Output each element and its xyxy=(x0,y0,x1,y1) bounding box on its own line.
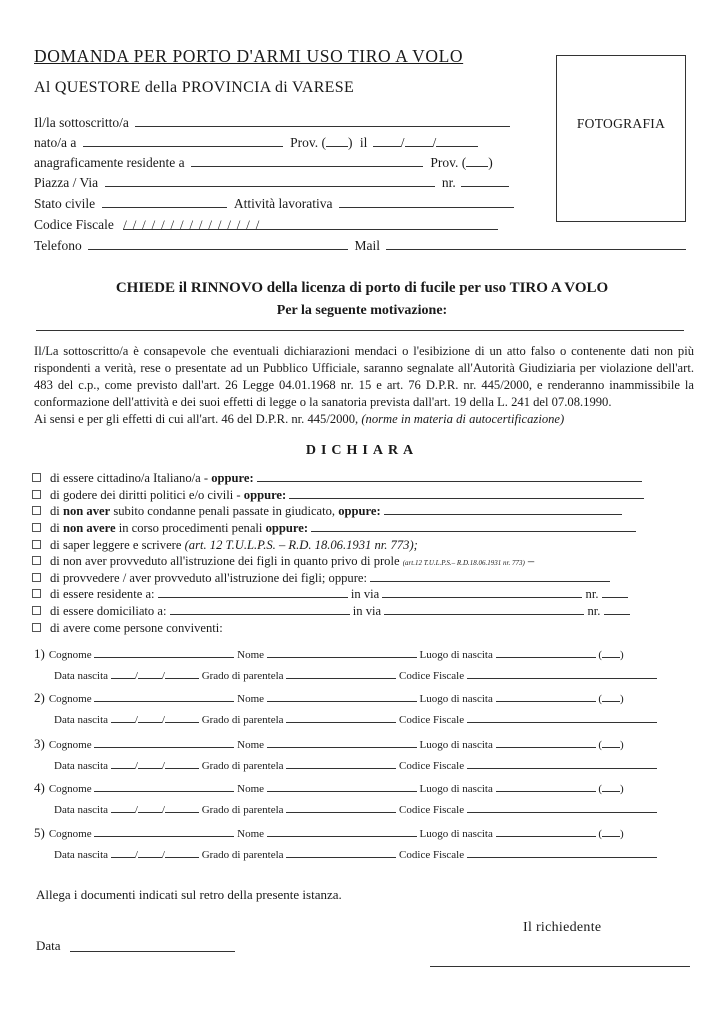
label-nato: nato/a a xyxy=(34,135,77,150)
field-grado[interactable] xyxy=(286,846,396,858)
decl-text: di saper leggere e scrivere xyxy=(50,538,185,552)
paren-close: ) xyxy=(620,649,624,661)
decl-figli-si xyxy=(32,570,610,586)
field-prov-nascita[interactable] xyxy=(326,134,348,147)
field-giorno[interactable] xyxy=(373,134,401,147)
dichiara-heading: DICHIARA xyxy=(305,443,419,458)
label-in-via: in via xyxy=(350,587,380,601)
paren-open: ( xyxy=(598,649,603,661)
legal-text-2b: (norme in materia di autocertificazione) xyxy=(361,412,565,426)
field-cf[interactable] xyxy=(467,667,657,679)
paren-close: ) xyxy=(488,155,493,170)
paren-close: ) xyxy=(347,135,353,150)
field-anno[interactable] xyxy=(165,757,199,769)
field-via[interactable] xyxy=(105,174,435,187)
legal-text-2a: Ai sensi e per gli effetti di cui all'art. 46 del D.P.R. nr. 445/2000, xyxy=(34,412,362,426)
label-luogo: Luogo di nascita xyxy=(419,649,493,661)
label-nome: Nome xyxy=(237,828,265,840)
decl-ref: (art. 12 T.U.L.P.S. – R.D. 18.06.1931 nr. 773); xyxy=(184,538,418,552)
field-mese[interactable] xyxy=(138,846,162,858)
person-row-1-a xyxy=(34,646,624,662)
motivation-heading: Per la seguente motivazione: xyxy=(276,303,448,318)
field-prov[interactable] xyxy=(602,780,620,792)
field-nome[interactable] xyxy=(267,736,417,748)
row-residente xyxy=(34,154,493,172)
field-data[interactable] xyxy=(70,951,235,952)
label-nr: nr. xyxy=(585,587,599,601)
slash: / xyxy=(161,804,165,816)
paren-open: ( xyxy=(598,783,603,795)
field-luogo[interactable] xyxy=(496,736,596,748)
checkbox[interactable] xyxy=(32,606,41,615)
field-cf[interactable] xyxy=(467,711,657,723)
paren-close: ) xyxy=(620,783,624,795)
field-nome[interactable] xyxy=(267,825,417,837)
label-grado: Grado di parentela xyxy=(201,804,284,816)
label-nr: nr. xyxy=(587,604,601,618)
label-data-nascita: Data nascita xyxy=(54,849,109,861)
person-number: 3) xyxy=(34,736,45,751)
decl-figli-no xyxy=(32,553,534,569)
row-sottoscritto xyxy=(34,114,510,132)
decl-oppure: oppure: xyxy=(243,488,287,502)
person-row-2-a xyxy=(34,690,624,706)
decl-domiciliato xyxy=(32,603,630,619)
form-title: DOMANDA PER PORTO D'ARMI USO TIRO A VOLO xyxy=(34,46,464,66)
row-stato-civile xyxy=(34,195,514,213)
checkbox[interactable] xyxy=(32,589,41,598)
field-luogo[interactable] xyxy=(496,780,596,792)
slash: / xyxy=(134,804,138,816)
label-il: il xyxy=(359,135,368,150)
label-piazza: Piazza / Via xyxy=(34,175,99,190)
checkbox[interactable] xyxy=(32,573,41,582)
field-prov[interactable] xyxy=(602,690,620,702)
field-anno[interactable] xyxy=(165,667,199,679)
field-nome[interactable] xyxy=(267,646,417,658)
label-cf: Codice Fiscale xyxy=(399,760,465,772)
field-cf[interactable] xyxy=(467,757,657,769)
decl-procedimenti xyxy=(32,520,636,536)
field-residente[interactable] xyxy=(191,154,423,167)
field-attivita[interactable] xyxy=(339,195,514,208)
label-cf: Codice Fiscale xyxy=(399,849,465,861)
label-grado: Grado di parentela xyxy=(201,849,284,861)
field-nome[interactable] xyxy=(267,780,417,792)
label-nome: Nome xyxy=(237,739,265,751)
field-mese[interactable] xyxy=(138,711,162,723)
slash: / xyxy=(161,714,165,726)
paren-close: ) xyxy=(620,693,624,705)
field-nome[interactable] xyxy=(267,690,417,702)
slash: / xyxy=(161,760,165,772)
person-number: 4) xyxy=(34,780,45,795)
field-anno[interactable] xyxy=(165,801,199,813)
label-grado: Grado di parentela xyxy=(201,714,284,726)
field-mese[interactable] xyxy=(138,667,162,679)
label-cf: Codice Fiscale xyxy=(399,804,465,816)
person-row-1-b xyxy=(54,667,657,683)
field-prov-residenza[interactable] xyxy=(466,154,488,167)
slash: / xyxy=(134,849,138,861)
label-nome: Nome xyxy=(237,783,265,795)
label-nome: Nome xyxy=(237,693,265,705)
decl-ref: (art.12 T.U.L.P.S.– R.D.18.06.1931 nr. 773) xyxy=(402,559,525,567)
field-firma[interactable] xyxy=(430,966,690,967)
label-prov: Prov. ( xyxy=(290,135,326,150)
paren-close: ) xyxy=(620,739,624,751)
decl-text: di avere come persone conviventi: xyxy=(50,621,223,635)
decl-oppure: oppure: xyxy=(338,504,381,518)
label-prov-residenza: Prov. ( xyxy=(430,155,467,170)
field-cognome[interactable] xyxy=(94,780,234,792)
label-mail: Mail xyxy=(354,238,381,253)
label-sottoscritto: Il/la sottoscritto/a xyxy=(34,115,129,130)
label-cf: Codice Fiscale xyxy=(399,670,465,682)
label-cognome: Cognome xyxy=(48,693,92,705)
decl-conviventi xyxy=(32,620,223,636)
form-subtitle: Al QUESTORE della PROVINCIA di VARESE xyxy=(34,79,355,96)
field-procedimenti[interactable] xyxy=(311,520,636,532)
field-cittadino[interactable] xyxy=(257,470,642,482)
person-row-5-a xyxy=(34,825,624,841)
decl-text: di xyxy=(50,504,63,518)
legal-paragraph xyxy=(34,343,694,428)
legal-text: Il/La sottoscritto/a è consapevole che eventuali dichiarazioni mendaci o l'esibizione di un atto falso o contenente dati non più rispondenti a verità, rese o presentate ad un Pubblico Ufficiale, saranno segnalate all'Autorità Giudiziaria per violazione dell'art. 483 del c.p., come previsto dall'art. 26 Legge 04.01.1968 nr. 15 e art. 76 D.P.R. nr. 445/2000, e renderanno inammissibile la conformazione dell'attività e dei suoi effetti di legge o la sanatoria prevista dall'art. 19 della L. 241 del 07.08.1990. xyxy=(34,344,694,409)
field-anno[interactable] xyxy=(165,846,199,858)
person-row-5-b xyxy=(54,846,657,862)
field-anno[interactable] xyxy=(436,134,478,147)
checkbox[interactable] xyxy=(32,506,41,515)
label-luogo: Luogo di nascita xyxy=(419,739,493,751)
row-codice-fiscale xyxy=(34,216,498,234)
checkbox[interactable] xyxy=(32,540,41,549)
legal-text-2 xyxy=(34,412,564,426)
decl-diritti xyxy=(32,487,644,503)
decl-cittadino xyxy=(32,470,642,486)
decl-text: – xyxy=(524,554,535,568)
decl-bold: non avere xyxy=(62,521,116,535)
label-telefono: Telefono xyxy=(34,238,82,253)
decl-text: di provvedere / aver provveduto all'istruzione dei figli; oppure: xyxy=(50,571,368,585)
label-grado: Grado di parentela xyxy=(201,760,284,772)
decl-text: di godere dei diritti politici e/o civili - xyxy=(50,488,244,502)
photo-box[interactable] xyxy=(556,55,686,222)
field-codice-fiscale[interactable]: / / / / / / / / / / / / / / / xyxy=(123,216,498,230)
field-mese[interactable] xyxy=(405,134,433,147)
person-number: 2) xyxy=(34,690,45,705)
field-prov[interactable] xyxy=(602,736,620,748)
field-prov[interactable] xyxy=(602,646,620,658)
field-motivazione[interactable] xyxy=(36,330,684,331)
person-row-4-b xyxy=(54,801,657,817)
field-cognome[interactable] xyxy=(94,646,234,658)
decl-condanne xyxy=(32,503,622,519)
applicant-label: Il richiedente xyxy=(523,920,602,935)
field-mese[interactable] xyxy=(138,757,162,769)
label-nr: nr. xyxy=(441,175,456,190)
field-grado[interactable] xyxy=(286,801,396,813)
field-nr[interactable] xyxy=(461,174,509,187)
field-diritti[interactable] xyxy=(289,487,644,499)
field-figli[interactable] xyxy=(370,570,610,582)
field-cf[interactable] xyxy=(467,801,657,813)
label-cognome: Cognome xyxy=(48,739,92,751)
date-label: Data xyxy=(36,938,61,953)
decl-oppure: oppure: xyxy=(211,471,254,485)
field-domicilio-citta[interactable] xyxy=(170,603,350,615)
person-row-3-b xyxy=(54,757,657,773)
decl-text: di essere residente a: xyxy=(50,587,155,601)
label-cognome: Cognome xyxy=(48,649,92,661)
label-cognome: Cognome xyxy=(48,783,92,795)
label-data-nascita: Data nascita xyxy=(54,804,109,816)
row-telefono xyxy=(34,237,686,255)
field-luogo-nascita[interactable] xyxy=(83,134,283,147)
slash: / xyxy=(432,135,437,150)
decl-leggere xyxy=(32,537,418,553)
field-residente-nr[interactable] xyxy=(602,586,628,598)
label-data-nascita: Data nascita xyxy=(54,670,109,682)
field-domicilio-nr[interactable] xyxy=(604,603,630,615)
field-grado[interactable] xyxy=(286,711,396,723)
checkbox[interactable] xyxy=(32,523,41,532)
label-in-via: in via xyxy=(352,604,382,618)
person-row-2-b xyxy=(54,711,657,727)
decl-text: di essere domiciliato a: xyxy=(50,604,167,618)
field-condanne[interactable] xyxy=(384,503,622,515)
field-cognome[interactable] xyxy=(94,825,234,837)
field-giorno[interactable] xyxy=(111,711,135,723)
field-giorno[interactable] xyxy=(111,801,135,813)
request-heading: CHIEDE il RINNOVO della licenza di porto di fucile per uso TIRO A VOLO xyxy=(115,280,609,296)
label-stato-civile: Stato civile xyxy=(34,196,96,211)
paren-open: ( xyxy=(598,739,603,751)
checkbox[interactable] xyxy=(32,623,41,632)
field-luogo[interactable] xyxy=(496,825,596,837)
field-residente-citta[interactable] xyxy=(158,586,348,598)
field-telefono[interactable] xyxy=(88,237,348,250)
label-nome: Nome xyxy=(237,649,265,661)
decl-oppure: oppure: xyxy=(265,521,309,535)
decl-residente xyxy=(32,586,628,602)
label-residente: anagraficamente residente a xyxy=(34,155,185,170)
row-piazza xyxy=(34,174,509,192)
field-cognome[interactable] xyxy=(94,690,234,702)
slash: / xyxy=(161,670,165,682)
person-row-3-a xyxy=(34,736,624,752)
field-anno[interactable] xyxy=(165,711,199,723)
field-grado[interactable] xyxy=(286,757,396,769)
field-domicilio-via[interactable] xyxy=(384,603,584,615)
label-luogo: Luogo di nascita xyxy=(419,783,493,795)
label-data-nascita: Data nascita xyxy=(54,760,109,772)
person-row-4-a xyxy=(34,780,624,796)
paren-open: ( xyxy=(598,828,603,840)
decl-text: in corso procedimenti penali xyxy=(115,521,266,535)
label-cognome: Cognome xyxy=(48,828,92,840)
field-luogo[interactable] xyxy=(496,646,596,658)
decl-text: di non aver provveduto all'istruzione dei figli in quanto privo di prole xyxy=(50,554,403,568)
label-luogo: Luogo di nascita xyxy=(419,828,493,840)
field-giorno[interactable] xyxy=(111,667,135,679)
paren-open: ( xyxy=(598,693,603,705)
label-luogo: Luogo di nascita xyxy=(419,693,493,705)
row-nato xyxy=(34,134,478,152)
label-codice-fiscale: Codice Fiscale xyxy=(34,217,114,232)
decl-text: subito condanne penali passate in giudicato, xyxy=(110,504,339,518)
field-sottoscritto[interactable] xyxy=(135,114,510,127)
field-mese[interactable] xyxy=(138,801,162,813)
decl-bold: non aver xyxy=(62,504,111,518)
slash: / xyxy=(134,714,138,726)
slash: / xyxy=(161,849,165,861)
label-data-nascita: Data nascita xyxy=(54,714,109,726)
field-residente-via[interactable] xyxy=(382,586,582,598)
paren-close: ) xyxy=(620,828,624,840)
slash: / xyxy=(400,135,405,150)
person-number: 5) xyxy=(34,825,45,840)
photo-label: FOTOGRAFIA xyxy=(576,116,666,131)
person-number: 1) xyxy=(34,646,45,661)
checkbox[interactable] xyxy=(32,490,41,499)
decl-text: di essere cittadino/a Italiano/a - xyxy=(50,471,212,485)
slash: / xyxy=(134,760,138,772)
checkbox[interactable] xyxy=(32,556,41,565)
field-prov[interactable] xyxy=(602,825,620,837)
label-grado: Grado di parentela xyxy=(201,670,284,682)
field-mail[interactable] xyxy=(386,237,686,250)
field-cf[interactable] xyxy=(467,846,657,858)
attachments-note: Allega i documenti indicati sul retro della presente istanza. xyxy=(36,887,342,902)
field-luogo[interactable] xyxy=(496,690,596,702)
field-cognome[interactable] xyxy=(94,736,234,748)
field-giorno[interactable] xyxy=(111,846,135,858)
slash: / xyxy=(134,670,138,682)
field-grado[interactable] xyxy=(286,667,396,679)
label-attivita: Attività lavorativa xyxy=(233,196,333,211)
field-giorno[interactable] xyxy=(111,757,135,769)
field-stato-civile[interactable] xyxy=(102,195,227,208)
checkbox[interactable] xyxy=(32,473,41,482)
label-cf: Codice Fiscale xyxy=(399,714,465,726)
decl-text: di xyxy=(50,521,63,535)
